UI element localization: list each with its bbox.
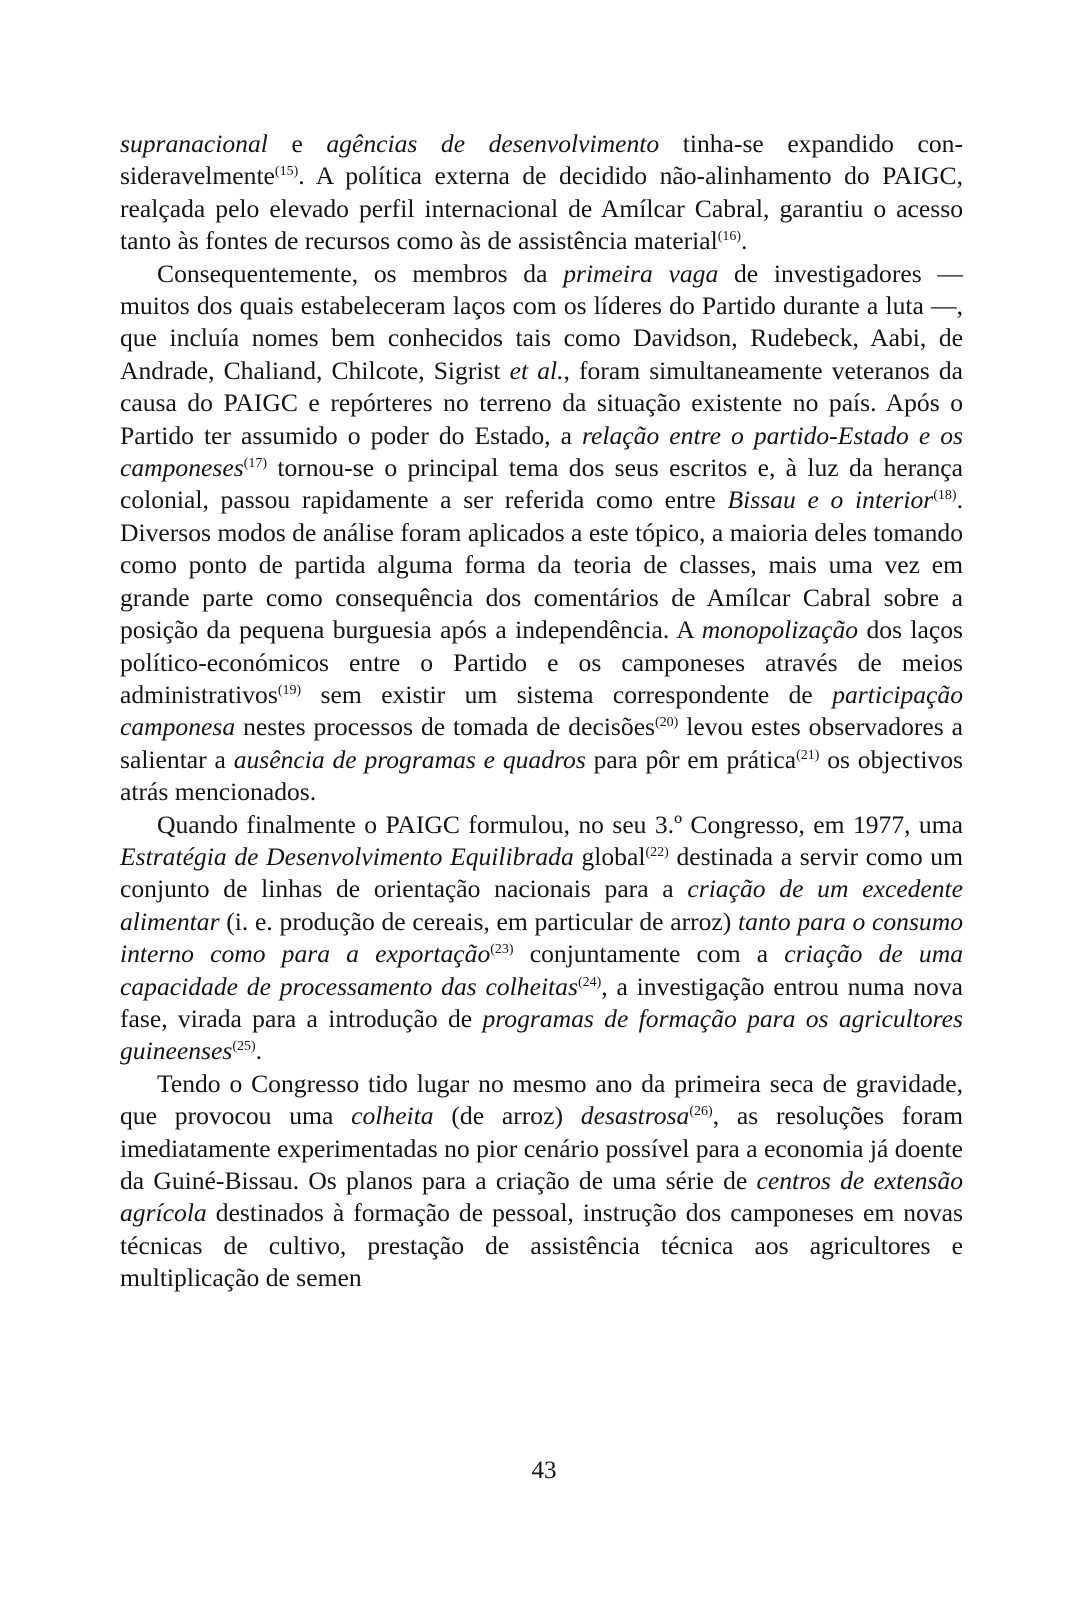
text-span: conjuntamente com a	[513, 939, 785, 969]
text-span: .	[741, 226, 748, 256]
text-span: . Diversos modos de análise foram aplicados a este tópico, a maioria deles tomando como ponto de partida alguma forma da teoria de classes, mais uma vez em grande parte como consequência dos comentários de Amílcar Cabral sobre a posição da pequena burguesia após a independência. A	[120, 485, 963, 645]
paragraph-4	[120, 1068, 963, 1295]
text-span: Tendo o Congresso tido lugar no mesmo ano da primeira seca de gravidade, que provocou uma	[120, 1068, 963, 1131]
text-span: de investigadores — muitos dos quais estabeleceram laços com os líderes do Partido durante a luta —, que incluía nomes bem conhecidos tais como Davidson, Rudebeck, Aabi, de Andrade, Chaliand, Chilcote, Sigrist	[120, 258, 963, 385]
text-italic: Bissau e o interior	[727, 485, 934, 515]
text-span: , as resoluções foram imediatamente experimentadas no pior cenário possível para a economia já doente da Guiné-Bissau. Os planos para a criação de uma série de	[120, 1101, 963, 1195]
text-span: nestes processos de tomada de decisões	[235, 712, 656, 742]
footnote-ref: (23)	[490, 942, 514, 958]
text-italic: centros de extensão agrícola	[120, 1166, 963, 1228]
footnote-ref: (21)	[796, 747, 820, 763]
text-span: Quando finalmente o PAIGC formulou, no seu 3.º Congresso, em 1977, uma	[157, 809, 963, 839]
text-span: destinada a servir como um conjunto de linhas de orientação nacionais para a	[120, 841, 963, 904]
footnote-ref: (15)	[274, 164, 299, 180]
footnote-ref: (24)	[577, 974, 602, 990]
footnote-ref: (17)	[243, 456, 267, 472]
text-italic: et al.	[509, 355, 564, 385]
text-span: e	[267, 129, 327, 158]
footnote-ref: (19)	[277, 682, 302, 698]
text-span: , foram simultaneamente veteranos da causa do PAIGC e repórteres no terreno da situação existente no país. Após o Partido ter assumido o poder do Estado, a	[120, 355, 964, 450]
text-span: (de arroz)	[433, 1101, 581, 1131]
text-italic: relação entre o partido-Estado e os camponeses	[120, 420, 964, 483]
text-span: os objectivos atrás mencionados.	[120, 744, 963, 807]
footnote-ref: (25)	[232, 1039, 256, 1055]
text-italic: agências de desenvolvimento	[326, 129, 660, 158]
text-span: , a investigação entrou numa nova fase, virada para a introdução de	[120, 971, 964, 1033]
text-italic: criação de uma capacidade de processamento das colheitas	[120, 939, 963, 1001]
text-span: global	[573, 841, 646, 871]
text-italic: participação camponesa	[120, 679, 963, 742]
footnote-ref: (20)	[655, 715, 679, 731]
page-body	[120, 128, 963, 1295]
text-italic: Estratégia de Desenvolvimento Equilibrada	[120, 841, 574, 871]
footnote-ref: (16)	[717, 229, 742, 245]
text-italic: programas de formação para os agricultores guineenses	[120, 1003, 963, 1066]
text-span: destinados à formação de pessoal, instrução dos camponeses em novas técnicas de cultivo, prestação de assistência técnica aos agricultores e multiplicação de semen	[120, 1198, 963, 1293]
text-span: . A política externa de decidido não-alinhamento do PAIGC, realçada pelo elevado perfil internacional de Amílcar Cabral, garantiu o acesso tanto às fontes de recursos como às de assistência material	[120, 161, 963, 256]
text-italic: criação de um excedente alimentar	[120, 874, 964, 936]
text-span: tinha-se expandido consideravelmente	[120, 129, 963, 191]
text-span: levou estes observadores a salientar a	[120, 712, 963, 774]
text-span: .	[255, 1036, 263, 1066]
text-italic: colheita	[351, 1101, 434, 1131]
footnote-ref: (22)	[645, 844, 669, 860]
text-span: (i. e. produção de cereais, em particular de arroz)	[219, 906, 739, 936]
text-italic: ausência de programas e quadros	[233, 744, 586, 774]
paragraph-1	[120, 128, 963, 258]
text-italic: tanto para o consumo interno como para a exportação	[120, 906, 963, 969]
text-span: dos laços político-económicos entre o Partido e os camponeses através de meios administrativos	[120, 615, 963, 709]
text-italic: primeira vaga	[563, 258, 719, 288]
text-span: Consequentemente, os membros da	[157, 258, 564, 288]
text-span: tornou-se o principal tema dos seus escritos e, à luz da herança colonial, passou rapidamente a ser referida como entre	[120, 453, 963, 515]
text-italic: supranacional	[120, 129, 268, 158]
text-italic: monopolização	[701, 615, 859, 645]
text-span: para pôr em prática	[585, 744, 797, 774]
text-span: sem existir um sistema correspondente de	[301, 679, 833, 709]
text-italic: desastrosa	[580, 1101, 690, 1131]
footnote-ref: (18)	[933, 488, 957, 504]
paragraph-3	[120, 809, 963, 1068]
footnote-ref: (26)	[689, 1104, 713, 1120]
paragraph-2	[120, 258, 963, 809]
page-number: 43	[531, 1457, 557, 1484]
